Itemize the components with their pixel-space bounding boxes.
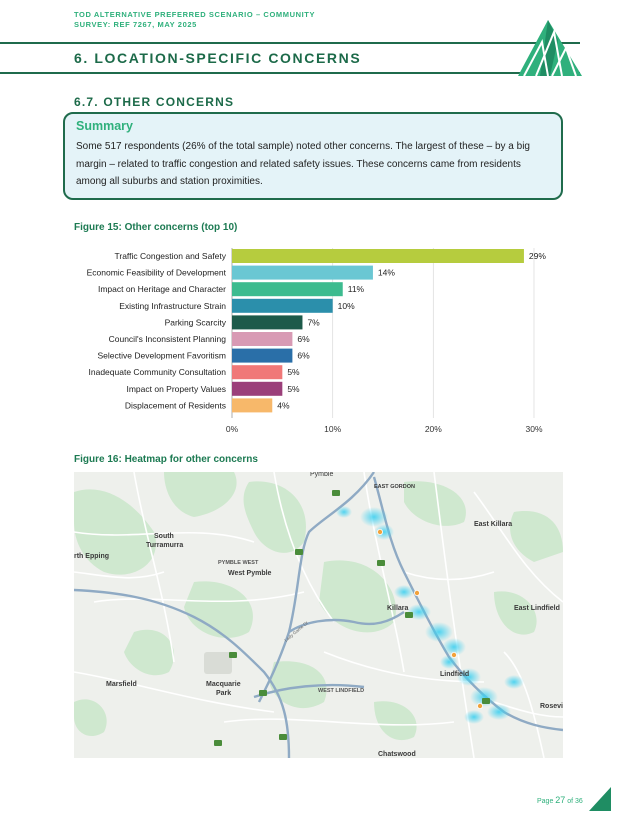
bar-5 (232, 332, 292, 346)
bar-1 (232, 266, 373, 280)
figure-16-title: Figure 16: Heatmap for other concerns (74, 454, 258, 465)
subsection-title: 6.7. OTHER CONCERNS (74, 95, 235, 109)
value-label-2: 11% (347, 284, 365, 295)
header-top-rule (0, 42, 580, 44)
map-label-pymble: Pymble (310, 472, 334, 478)
summary-box (63, 112, 563, 200)
category-label-5: Council's Inconsistent Planning (108, 334, 226, 344)
summary-text: Some 517 respondents (26% of the total sample) noted other concerns. The largest of these – by a big margin – related to traffic congestion and related safety issues. These concerns came from residents among all suburbs and station proximities. (76, 141, 530, 187)
other-concerns-bar-chart (60, 244, 580, 440)
category-label-9: Displacement of Residents (124, 400, 226, 411)
page-footer (537, 795, 583, 805)
category-label-6: Selective Development Favoritism (97, 350, 226, 361)
summary-title: Summary (76, 119, 133, 133)
x-tick-label-1: 10% (324, 424, 342, 434)
other-concerns-heatmap (74, 472, 563, 758)
map-label-roseville: Rosevi (540, 703, 563, 710)
x-tick-label-0: 0% (225, 424, 239, 434)
section-title: 6. LOCATION-SPECIFIC CONCERNS (74, 50, 362, 66)
map-label-marsfield: Marsfield (106, 681, 137, 688)
value-label-9: 4% (277, 400, 290, 411)
value-label-0: 29% (528, 251, 546, 261)
value-label-1: 14% (377, 267, 395, 278)
category-label-3: Existing Infrastructure Strain (119, 300, 226, 311)
category-label-0: Traffic Congestion and Safety (114, 251, 226, 261)
figure-15-title: Figure 15: Other concerns (top 10) (74, 222, 238, 233)
value-label-8: 5% (287, 383, 300, 394)
map-label-east-killara: East Killara (474, 521, 513, 528)
page-prefix: Page (537, 798, 556, 805)
header-bottom-rule (0, 72, 580, 74)
map-label-killara: Killara (387, 605, 409, 612)
running-title-line-1: TOD ALTERNATIVE PREFERRED SCENARIO – COMMUNITY (74, 10, 316, 19)
map-label-west-lindfield: WEST LINDFIELD (318, 688, 365, 694)
map-label-chatswood: Chatswood (378, 751, 416, 758)
map-label-east-lindfield: East Lindfield (514, 605, 560, 612)
map-label-macquarie: Macquarie (206, 681, 241, 688)
category-label-1: Economic Feasibility of Development (86, 267, 226, 278)
map-label-turramurra: Turramurra (146, 542, 184, 549)
category-label-4: Parking Scarcity (164, 317, 226, 328)
value-label-4: 7% (307, 317, 320, 328)
map-label-lady-game-dr: Lady Game Dr (283, 620, 310, 643)
bar-6 (232, 349, 292, 363)
bar-7 (232, 365, 282, 379)
value-label-3: 10% (337, 300, 355, 311)
bar-4 (232, 315, 302, 329)
bar-3 (232, 299, 333, 313)
value-label-6: 6% (297, 350, 310, 361)
value-label-5: 6% (297, 334, 310, 344)
category-label-2: Impact on Heritage and Character (97, 284, 226, 295)
map-label-north-epping: rth Epping (74, 553, 109, 560)
map-label-lindfield: Lindfield (440, 671, 470, 678)
mountain-logo-icon (518, 18, 582, 78)
map-label-east-gordon: EAST GORDON (374, 484, 415, 490)
category-label-7: Inadequate Community Consultation (88, 367, 226, 378)
map-label-pymble-west: PYMBLE WEST (218, 560, 259, 566)
category-label-8: Impact on Property Values (126, 383, 226, 394)
x-tick-label-2: 20% (424, 424, 442, 434)
corner-triangle-icon (589, 787, 611, 811)
map-campus (204, 652, 232, 674)
page-suffix: of 36 (565, 798, 583, 805)
running-title-line-2: SURVEY: REF 7267, MAY 2025 (74, 20, 197, 29)
bar-2 (232, 282, 343, 296)
map-label-park: Park (216, 690, 232, 697)
page-number: 27 (555, 795, 566, 805)
bar-9 (232, 398, 272, 412)
bar-0 (232, 249, 524, 263)
x-tick-label-3: 30% (525, 424, 543, 434)
bar-8 (232, 382, 282, 396)
map-label-south: South (154, 533, 174, 540)
map-label-west-pymble: West Pymble (228, 570, 272, 577)
header-running-title (74, 10, 315, 30)
value-label-7: 5% (287, 367, 300, 378)
